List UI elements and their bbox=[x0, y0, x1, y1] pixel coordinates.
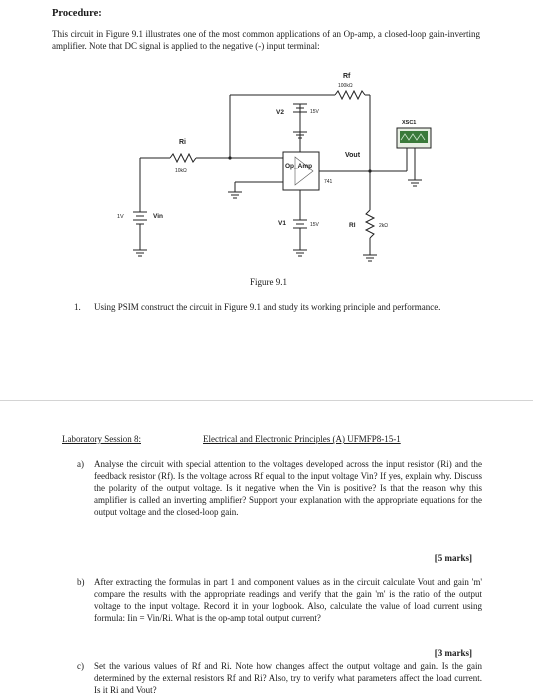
v1-value: 15V bbox=[310, 222, 319, 228]
v1-label: V1 bbox=[278, 220, 286, 227]
question-label: a) bbox=[77, 459, 84, 469]
question-text: After extracting the formulas in part 1 and component values as in the circuit calculate Vout and gain 'm' compare the results with the appropriate readings and verify that the gain 'm' is the ratio of the output voltage to the input voltage. Record it in your logbook. Also, calculate the value of load current using formula: Iin = Vin/Ri. What is the op-amp total output current? bbox=[94, 577, 482, 623]
marks-b: [3 marks] bbox=[434, 648, 472, 658]
footer-module: Electrical and Electronic Principles (A) UFMFP8-15-1 bbox=[203, 434, 401, 444]
vin-value: 1V bbox=[117, 214, 124, 220]
question-label: b) bbox=[77, 577, 85, 587]
rl-label: Rl bbox=[349, 222, 356, 229]
rf-value: 100kΩ bbox=[338, 83, 353, 89]
ri-value: 10kΩ bbox=[175, 168, 187, 174]
step-number: 1. bbox=[74, 302, 81, 312]
vout-label: Vout bbox=[345, 152, 361, 159]
rf-label: Rf bbox=[343, 73, 351, 80]
opamp-label: Op_Amp bbox=[285, 163, 313, 170]
figure-caption: Figure 9.1 bbox=[250, 277, 287, 287]
question-text: Set the various values of Rf and Ri. Note how changes affect the output voltage and gain. Is the gain determined by the external resistors Rf and Ri? Also, try to verify what parameters affect the load current. Is it Ri and Vout? bbox=[94, 661, 482, 695]
rl-value: 2kΩ bbox=[379, 223, 389, 229]
page-divider bbox=[0, 400, 533, 401]
vin-label: Vin bbox=[153, 213, 163, 220]
question-label: c) bbox=[77, 661, 84, 671]
step-text: Using PSIM construct the circuit in Figure 9.1 and study its working principle and performance. bbox=[94, 302, 441, 312]
intro-paragraph: This circuit in Figure 9.1 illustrates one of the most common applications of an Op-amp, a closed-loop gain-inverting amplifier. Note that DC signal is applied to the negative (-) input terminal: bbox=[52, 29, 480, 51]
question-text: Analyse the circuit with special attention to the voltages developed across the input resistor (Ri) and the feedback resistor (Rf). Is the voltage across Rf equal to the input voltage Vin? If yes, explain why. Discuss the polarity of the output voltage. Is it negative when the Vin is positive? Is that the reason why this amplifier is called an inverting amplifier? Support your explanation with the appropriate equations for the output voltage and the closed-loop gain. bbox=[94, 459, 482, 517]
v2-value: 15V bbox=[310, 109, 319, 115]
footer-session: Laboratory Session 8: bbox=[62, 434, 141, 444]
procedure-heading: Procedure: bbox=[52, 8, 102, 19]
opamp-part: 741 bbox=[324, 179, 333, 185]
marks-a: [5 marks] bbox=[434, 553, 472, 563]
circuit-diagram bbox=[95, 60, 445, 280]
v2-label: V2 bbox=[276, 109, 284, 116]
ri-label: Ri bbox=[179, 139, 186, 146]
scope-label: XSC1 bbox=[402, 120, 417, 126]
